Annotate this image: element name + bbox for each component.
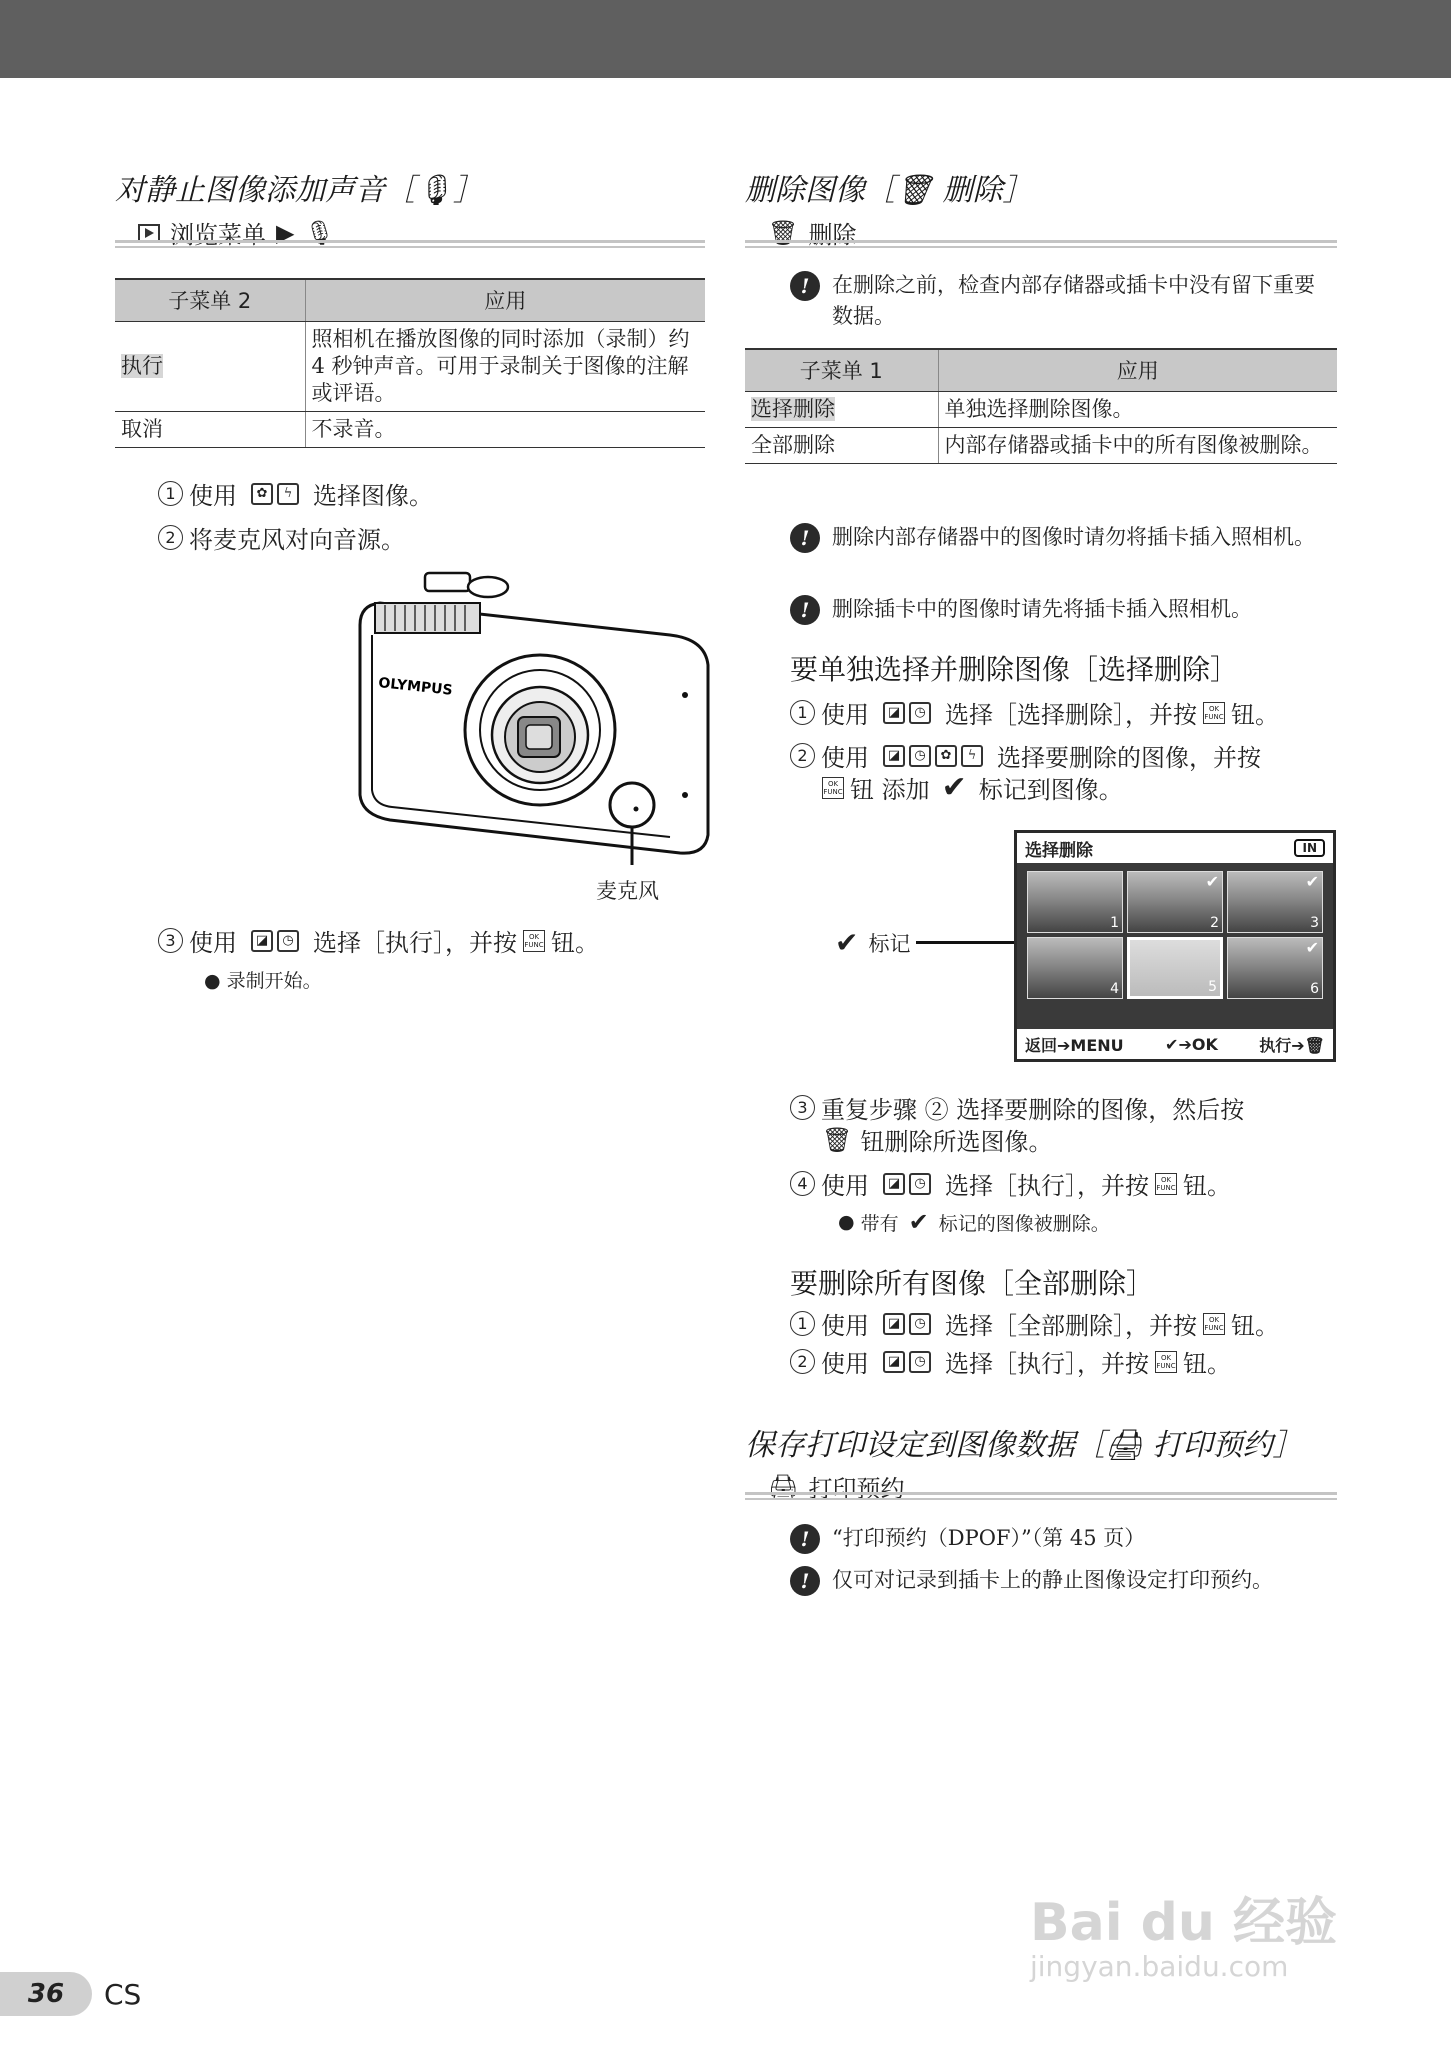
menu-label: 浏览菜单 <box>170 221 266 249</box>
flash-key-icon: ϟ <box>961 745 983 767</box>
thumbnail[interactable] <box>1027 871 1123 933</box>
exposure-key-icon: ◪ <box>883 1173 905 1195</box>
ok-func-key-icon: OK FUNC <box>1203 1313 1225 1335</box>
camera-brand: OLYMPUS <box>377 675 454 699</box>
printer-icon: 🖨 <box>768 1472 799 1501</box>
timer-key-icon: ◷ <box>909 1313 931 1335</box>
print-rule <box>745 1492 1337 1500</box>
step-text: 选择［执行］，并按 <box>945 1172 1149 1200</box>
thumbnail-number: 4 <box>1110 981 1119 997</box>
table-row <box>745 427 1337 463</box>
note-3 <box>790 594 1350 625</box>
step-text: 钮。 <box>1183 1172 1231 1200</box>
right-section-title <box>745 165 1033 209</box>
check-mark-icon: ✔ <box>908 1208 929 1236</box>
step-number: 1 <box>790 1311 815 1336</box>
mark-hint: ✔➔OK <box>1165 1034 1218 1054</box>
timer-key-icon: ◷ <box>909 745 931 767</box>
caution-icon: ! <box>790 523 820 553</box>
table-header: 子菜单 2 <box>115 279 305 321</box>
right-step-2 <box>790 738 1261 773</box>
thumbnail-number: 6 <box>1310 981 1319 997</box>
note-text: “打印预约（DPOF）”（第 45 页） <box>832 1526 1146 1550</box>
thumbnail[interactable] <box>1227 937 1323 999</box>
subsection-title-select-delete: 要单独选择并删除图像［选择删除］ <box>790 653 1239 686</box>
check-mark-icon: ✔ <box>835 926 859 959</box>
right-step-3-line2 <box>822 1122 1052 1157</box>
step-text: 钮 添加 <box>850 776 930 804</box>
title-text: 删除图像［ <box>745 173 895 208</box>
step-text: 使用 <box>189 929 237 957</box>
step-text: 选择图像。 <box>313 482 433 510</box>
step-text: 使用 <box>821 1350 869 1378</box>
table-row <box>115 321 705 411</box>
right-submenu-table <box>745 348 1337 464</box>
ok-func-key-icon: OK FUNC <box>822 777 844 799</box>
subsection-title-delete-all: 要删除所有图像［全部删除］ <box>790 1267 1155 1300</box>
thumbnail[interactable] <box>1227 871 1323 933</box>
table-cell: 照相机在播放图像的同时添加（录制）约 4 秒钟声音。可用于录制关于图像的注解或评语。 <box>305 321 705 411</box>
table-cell: 不录音。 <box>305 411 705 447</box>
timer-key-icon: ◷ <box>909 702 931 724</box>
step-text: 使用 <box>821 1312 869 1340</box>
exposure-key-icon: ◪ <box>883 702 905 724</box>
thumbnail[interactable] <box>1027 937 1123 999</box>
left-rule <box>115 240 705 248</box>
watermark-url: jingyan.baidu.com <box>1030 1950 1289 1983</box>
left-submenu-table <box>115 278 705 448</box>
right-step-2-line2 <box>822 770 1123 805</box>
lcd-header <box>1017 833 1333 863</box>
timer-key-icon: ◷ <box>909 1173 931 1195</box>
title-text: 对静止图像添加声音［ <box>115 173 415 208</box>
step-text: 使用 <box>189 482 237 510</box>
ok-func-key-icon: OK FUNC <box>1203 702 1225 724</box>
table-cell: 单独选择删除图像。 <box>938 391 1337 427</box>
table-cell: 执行 <box>121 353 163 378</box>
watermark-logo: Bai du 经验 <box>1030 1893 1337 1953</box>
step-text: 选择要删除的图像，并按 <box>997 744 1261 772</box>
step-text: 钮。 <box>551 929 599 957</box>
thumbnail-number: 3 <box>1310 915 1319 931</box>
microphone-icon: 🎙 <box>304 218 335 247</box>
left-step-1 <box>158 476 433 511</box>
internal-memory-badge: IN <box>1294 839 1325 857</box>
step-number: 2 <box>790 1349 815 1374</box>
step-text: 使用 <box>821 744 869 772</box>
top-bar <box>0 0 1451 78</box>
title-text: 保存打印设定到图像数据［ <box>745 1428 1105 1463</box>
table-header: 应用 <box>305 279 705 321</box>
microphone-label: 麦克风 <box>596 879 659 903</box>
table-header: 子菜单 1 <box>745 349 938 391</box>
right-step-4 <box>790 1166 1231 1201</box>
step-number: 2 <box>158 525 183 550</box>
note-1 <box>790 270 1330 332</box>
menu-label: 删除 <box>808 221 857 249</box>
print-section-title <box>745 1420 1303 1464</box>
note-2 <box>790 522 1330 553</box>
thumbnail-number: 1 <box>1110 915 1119 931</box>
title-end: ］ <box>453 173 484 208</box>
printer-icon: 🖨 <box>1105 1428 1144 1463</box>
check-mark-icon: ✔ <box>941 770 967 805</box>
bullet-text: 带有 <box>860 1212 899 1235</box>
execute-hint: 执行➔🗑 <box>1259 1035 1325 1055</box>
language-code: CS <box>104 1978 142 2011</box>
right-step-3 <box>790 1090 1244 1125</box>
exposure-key-icon: ◪ <box>883 745 905 767</box>
timer-key-icon: ◷ <box>909 1351 931 1373</box>
step-number: 1 <box>158 481 183 506</box>
note-5 <box>790 1565 1330 1596</box>
thumbnail-selected[interactable] <box>1127 937 1223 999</box>
right-all-step-2 <box>790 1344 1231 1379</box>
exposure-key-icon: ◪ <box>251 930 273 952</box>
camera-illustration <box>350 565 720 865</box>
caution-icon: ! <box>790 1524 820 1554</box>
macro-key-icon: ✿ <box>251 483 273 505</box>
step-text: 选择［执行］，并按 <box>313 929 517 957</box>
table-cell: 选择删除 <box>751 396 835 421</box>
right-step-1 <box>790 695 1279 730</box>
microphone-icon: 🎙 <box>415 173 454 208</box>
timer-key-icon: ◷ <box>277 930 299 952</box>
table-header: 应用 <box>938 349 1337 391</box>
macro-key-icon: ✿ <box>935 745 957 767</box>
back-hint: 返回➔MENU <box>1025 1035 1124 1055</box>
step-number: 3 <box>790 1095 815 1120</box>
playback-icon <box>138 224 160 242</box>
step-text: 钮删除所选图像。 <box>860 1128 1053 1156</box>
table-row <box>745 391 1337 427</box>
step-text: 使用 <box>821 1172 869 1200</box>
exposure-key-icon: ◪ <box>883 1313 905 1335</box>
left-section-title <box>115 165 483 209</box>
note-text: 在删除之前，检查内部存储器或插卡中没有留下重要数据。 <box>832 273 1315 328</box>
ok-func-key-icon: OK FUNC <box>523 930 545 952</box>
step-text: 标记到图像。 <box>978 776 1123 804</box>
left-step-2 <box>158 520 405 555</box>
step-number: 3 <box>158 928 183 953</box>
title-text: 打印预约］ <box>1143 1428 1303 1463</box>
table-cell: 取消 <box>115 411 305 447</box>
caution-icon: ! <box>790 595 820 625</box>
right-rule <box>745 240 1337 248</box>
caution-icon: ! <box>790 1566 820 1596</box>
lcd-screen <box>1014 830 1336 1062</box>
step-text: 使用 <box>821 701 869 729</box>
note-text: 删除插卡中的图像时请先将插卡插入照相机。 <box>832 597 1252 621</box>
lcd-footer <box>1017 1029 1333 1059</box>
menu-label: 打印预约 <box>808 1475 905 1503</box>
exposure-key-icon: ◪ <box>883 1351 905 1373</box>
step-text: 重复步骤 ② 选择要删除的图像，然后按 <box>821 1096 1245 1124</box>
thumbnail-number: 5 <box>1208 979 1217 995</box>
note-text: 仅可对记录到插卡上的静止图像设定打印预约。 <box>832 1568 1273 1592</box>
step-text: 选择［执行］，并按 <box>945 1350 1149 1378</box>
check-mark-icon: ✔ <box>1205 872 1219 891</box>
flash-key-icon: ϟ <box>277 483 299 505</box>
trash-icon: 🗑 <box>768 218 799 247</box>
thumbnail-grid <box>1017 863 1333 1007</box>
check-mark-icon: ✔ <box>1305 938 1319 957</box>
ok-func-key-icon: OK FUNC <box>1155 1351 1177 1373</box>
thumbnail-number: 2 <box>1210 915 1219 931</box>
left-step-3 <box>158 923 599 958</box>
step-text: 将麦克风对向音源。 <box>189 526 405 554</box>
check-mark-icon: ✔ <box>1305 872 1319 891</box>
title-text: 删除］ <box>933 173 1033 208</box>
menu-arrow: ▶ <box>276 218 295 247</box>
trash-icon: 🗑 <box>822 1125 853 1154</box>
mark-label: 标记 <box>868 931 911 956</box>
note-4 <box>790 1523 1330 1554</box>
step-text: 钮。 <box>1231 701 1279 729</box>
right-bullet: ● 带有 ✔ 标记的图像被删除。 <box>838 1208 1110 1236</box>
left-bullet: ● 录制开始。 <box>204 970 322 992</box>
table-cell: 全部删除 <box>745 427 938 463</box>
bullet-text: 标记的图像被删除。 <box>938 1212 1110 1235</box>
page-number: 36 <box>0 1972 92 2016</box>
ok-func-key-icon: OK FUNC <box>1155 1173 1177 1195</box>
step-text: 钮。 <box>1231 1312 1279 1340</box>
bullet-text: 录制开始。 <box>226 970 322 992</box>
step-number: 4 <box>790 1171 815 1196</box>
step-number: 2 <box>790 743 815 768</box>
note-text: 删除内部存储器中的图像时请勿将插卡插入照相机。 <box>832 525 1315 549</box>
right-all-step-1 <box>790 1306 1279 1341</box>
step-text: 钮。 <box>1183 1350 1231 1378</box>
step-text: 选择［选择删除］，并按 <box>945 701 1197 729</box>
table-row <box>115 411 705 447</box>
step-number: 1 <box>790 700 815 725</box>
lcd-title: 选择删除 <box>1025 840 1093 861</box>
thumbnail[interactable] <box>1127 871 1223 933</box>
trash-icon: 🗑 <box>895 173 934 208</box>
table-cell: 内部存储器或插卡中的所有图像被删除。 <box>938 427 1337 463</box>
step-text: 选择［全部删除］，并按 <box>945 1312 1197 1340</box>
caution-icon: ! <box>790 271 820 301</box>
